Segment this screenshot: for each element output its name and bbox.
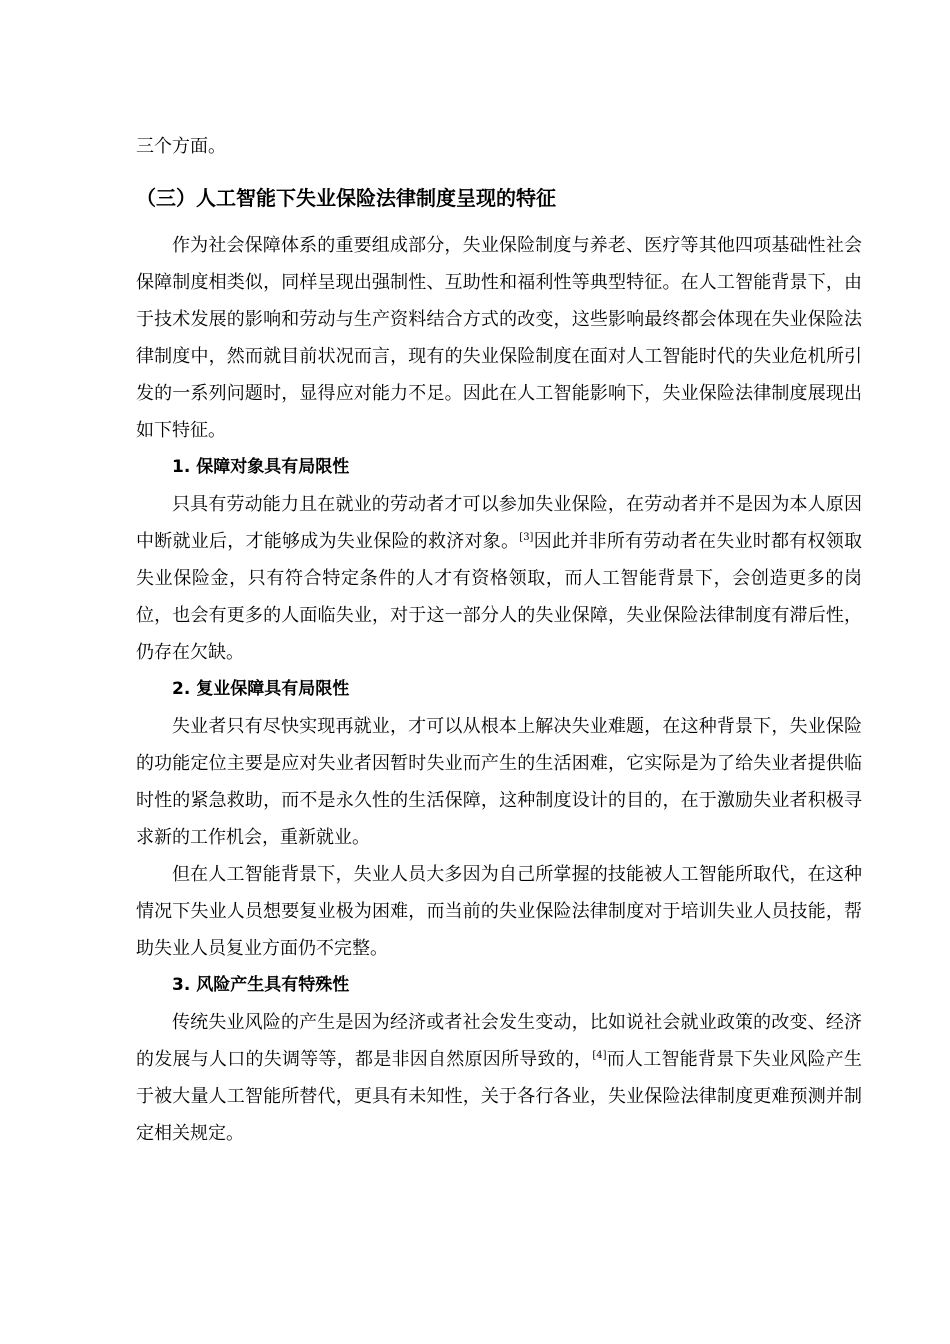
point1-paragraph [136,486,862,671]
point1-text-after: 因此并非所有劳动者在失业时都有权领取失业保险金，只有符合特定条件的人才有资格领取，而人工智能背景下，会创造更多的岗位，也会有更多的人面临失业，对于这一部分人的失业保障，失业保险法律制度有滞后性，仍存在欠缺。 [136,531,863,663]
citation-ref-4: [4] [592,1050,607,1061]
point3-paragraph [136,1004,862,1152]
point2-paragraph-1: 失业者只有尽快实现再就业，才可以从根本上解决失业难题，在这种背景下，失业保险的功能定位主要是应对失业者因暂时失业而产生的生活困难，它实际是为了给失业者提供临时性的紧急救助，而不是永久性的生活保障，这种制度设计的目的，在于激励失业者积极寻求新的工作机会，重新就业。 [136,716,862,848]
point1-text-before: 只具有劳动能力且在就业的劳动者才可以参加失业保险，在劳动者并不是因为本人原因中断就业后，才能够成为失业保险的救济对象。 [136,494,862,552]
point1-heading: 1. 保障对象具有局限性 [172,457,350,477]
citation-ref-3: [3] [519,532,534,543]
document-page [136,128,862,1152]
point3-heading: 3. 风险产生具有特殊性 [172,975,350,995]
opening-line: 三个方面。 [136,136,226,157]
point2-paragraph-2: 但在人工智能背景下，失业人员大多因为自己所掌握的技能被人工智能所取代，在这种情况下失业人员想要复业极为困难，而当前的失业保险法律制度对于培训失业人员技能，帮助失业人员复业方面仍不完整。 [136,864,862,959]
point2-heading: 2. 复业保障具有局限性 [172,679,350,699]
section-title: （三）人工智能下失业保险法律制度呈现的特征 [136,186,556,210]
point3-text-after: 而人工智能背景下失业风险产生于被大量人工智能所替代，更具有未知性，关于各行各业，失业保险法律制度更难预测并制定相关规定。 [136,1049,863,1144]
point3-text-before: 传统失业风险的产生是因为经济或者社会发生变动，比如说社会就业政策的改变、经济的发展与人口的失调等等，都是非因自然原因所导致的， [136,1012,862,1070]
intro-paragraph: 作为社会保障体系的重要组成部分，失业保险制度与养老、医疗等其他四项基础性社会保障制度相类似，同样呈现出强制性、互助性和福利性等典型特征。在人工智能背景下，由于技术发展的影响和劳动与生产资料结合方式的改变，这些影响最终都会体现在失业保险法律制度中，然而就目前状况而言，现有的失业保险制度在面对人工智能时代的失业危机所引发的一系列问题时，显得应对能力不足。因此在人工智能影响下，失业保险法律制度展现出如下特征。 [136,235,862,441]
